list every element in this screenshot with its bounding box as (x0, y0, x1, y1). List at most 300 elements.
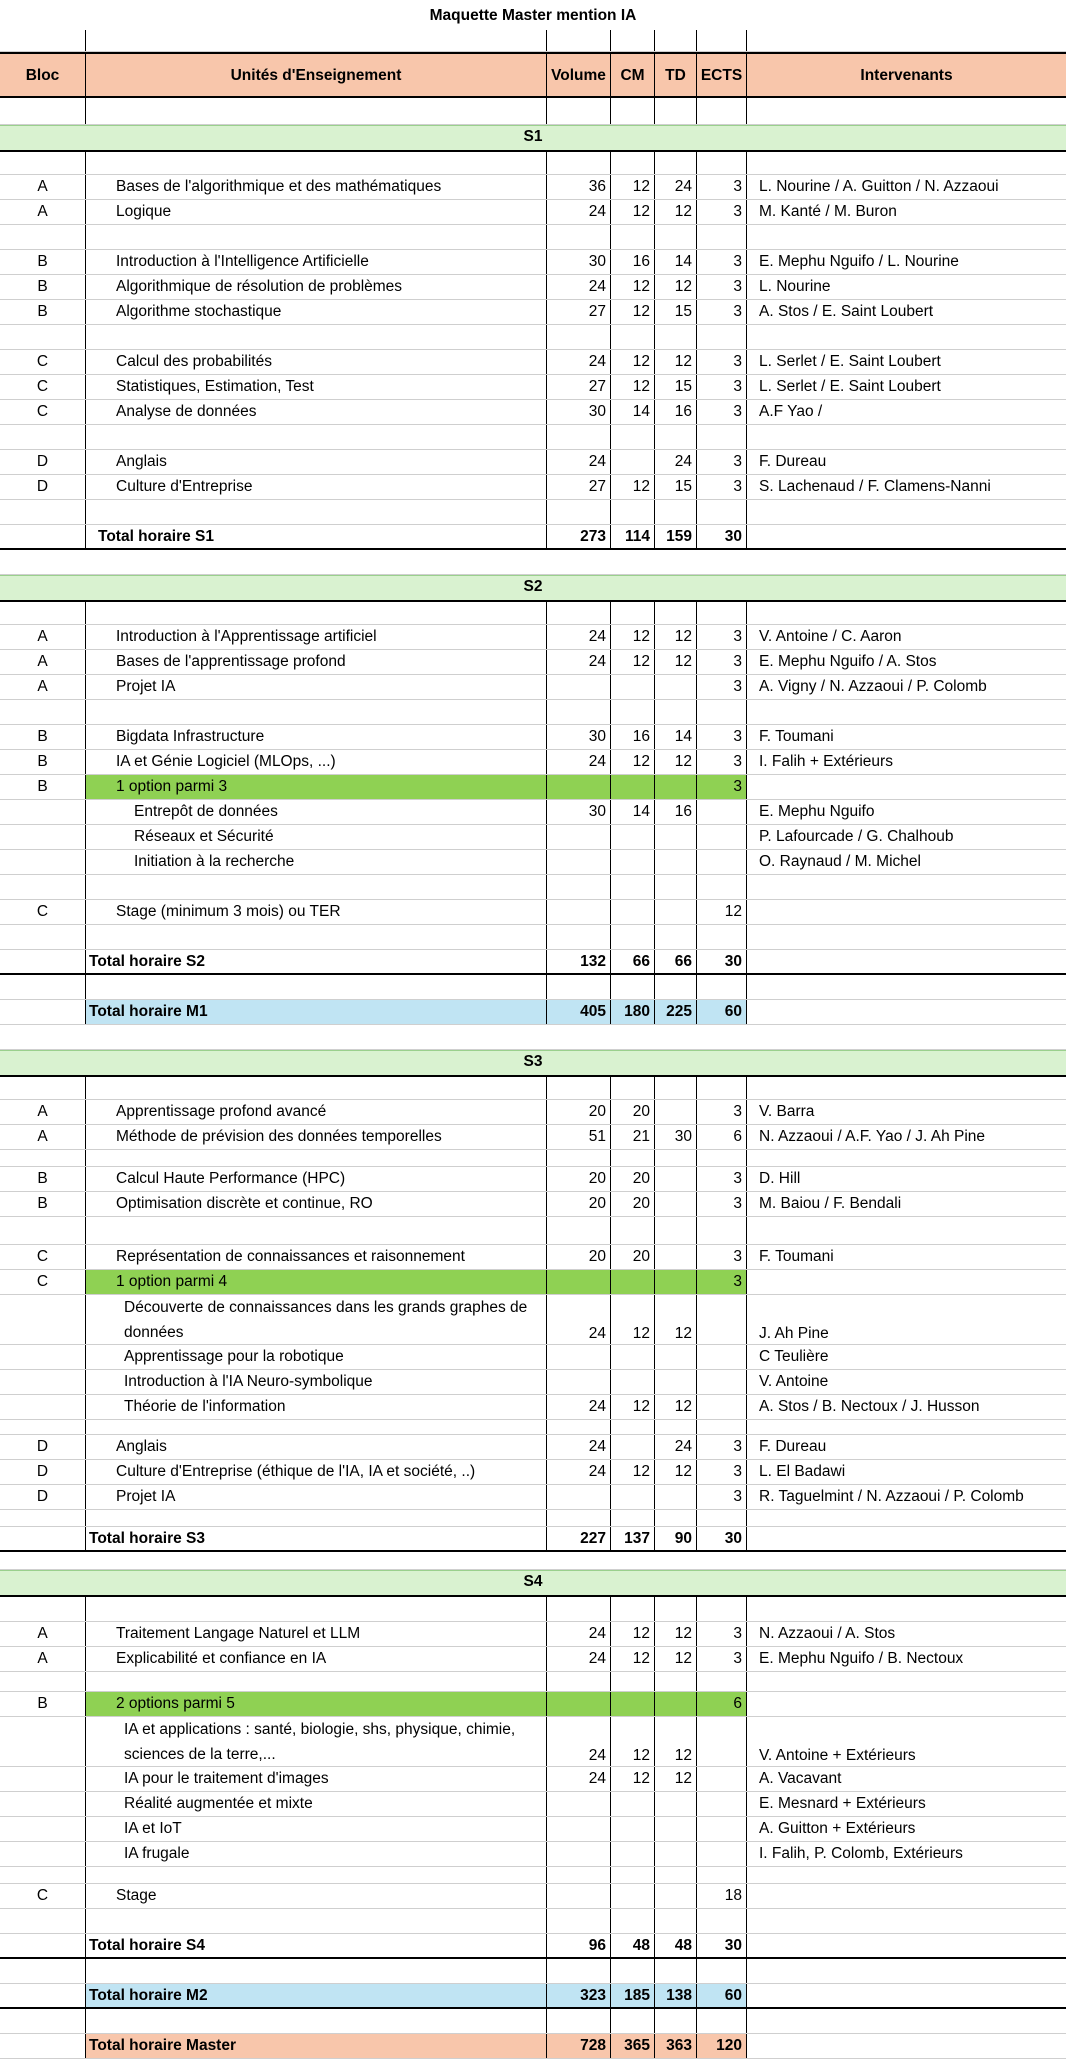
bloc-cell: B (0, 725, 86, 749)
empty-cell (697, 602, 747, 624)
volume-cell: 24 (547, 650, 611, 674)
ue-cell: Calcul Haute Performance (HPC) (86, 1167, 547, 1191)
cm-cell: 12 (611, 475, 655, 499)
intervenants-cell: N. Azzaoui / A. Stos (759, 1625, 896, 1642)
spacer-row (0, 2009, 1066, 2034)
ects-cell (697, 1395, 747, 1419)
empty-cell (747, 152, 1066, 174)
total-bloc-cell (0, 1984, 86, 2007)
volume-cell (547, 1370, 611, 1394)
cm-cell (611, 1692, 655, 1716)
ue-cell: Stage (minimum 3 mois) ou TER (86, 900, 547, 924)
cm-cell (611, 1435, 655, 1459)
ects-cell (697, 1717, 747, 1766)
empty-cell (697, 700, 747, 724)
bloc-cell: C (0, 1884, 86, 1908)
empty-cell (697, 425, 747, 449)
table-row (0, 1167, 1066, 1192)
empty-cell (655, 1959, 697, 1983)
volume-cell: 24 (547, 350, 611, 374)
intervenants-cell: E. Mephu Nguifo / B. Nectoux (759, 1650, 964, 1667)
cm-cell (611, 675, 655, 699)
td-cell: 24 (655, 1435, 697, 1459)
semester-banner (0, 1570, 1066, 1597)
td-cell: 12 (655, 200, 697, 224)
total-td-cell: 138 (655, 1984, 697, 2007)
empty-cell (697, 98, 747, 124)
ects-cell: 3 (697, 250, 747, 274)
total-ue-cell: Total horaire S4 (86, 1934, 547, 1957)
td-cell (655, 1270, 697, 1294)
empty-cell (0, 1672, 86, 1691)
td-cell: 12 (655, 1717, 697, 1766)
empty-cell (547, 1672, 611, 1691)
intervenants-cell: J. Ah Pine (759, 1324, 829, 1342)
ects-cell: 18 (697, 1884, 747, 1908)
td-cell (655, 1192, 697, 1216)
table-row (0, 725, 1066, 750)
empty-cell (697, 1867, 747, 1883)
total-bloc-cell (0, 525, 86, 548)
semester-label: S1 (523, 128, 543, 145)
empty-cell (0, 1150, 86, 1166)
bloc-cell (0, 1295, 86, 1344)
header-cm: CM (611, 54, 655, 96)
empty-cell (747, 30, 1066, 51)
intervenants-cell: N. Azzaoui / A.F. Yao / J. Ah Pine (759, 1128, 986, 1145)
td-cell: 30 (655, 1125, 697, 1149)
empty-cell (0, 1077, 86, 1099)
spacer-row (0, 1077, 1066, 1100)
empty-cell (655, 2009, 697, 2033)
table-row (0, 1884, 1066, 1909)
volume-cell: 30 (547, 400, 611, 424)
ue-cell: Projet IA (86, 675, 547, 699)
table-row (0, 625, 1066, 650)
intervenants-cell (747, 1884, 1066, 1908)
empty-cell (547, 1959, 611, 1983)
empty-cell (0, 425, 86, 449)
table-row (0, 1460, 1066, 1485)
td-cell (655, 1842, 697, 1866)
intervenants-cell: M. Baiou / F. Bendali (759, 1195, 902, 1212)
ue-cell: 2 options parmi 5 (86, 1692, 547, 1716)
volume-cell: 20 (547, 1100, 611, 1124)
total-bloc-cell (0, 1934, 86, 1957)
semester-banner (0, 125, 1066, 152)
empty-cell (747, 1867, 1066, 1883)
td-cell: 15 (655, 300, 697, 324)
total-cm-cell: 66 (611, 950, 655, 973)
empty-cell (611, 30, 655, 51)
empty-cell (611, 1510, 655, 1526)
spacer-row (0, 30, 1066, 52)
intervenants-cell: D. Hill (759, 1170, 801, 1187)
intervenants-cell: V. Antoine / C. Aaron (759, 628, 902, 645)
td-cell: 12 (655, 650, 697, 674)
empty-cell (747, 500, 1066, 524)
total-ue-cell: Total horaire M2 (86, 1984, 547, 2007)
empty-cell (86, 1150, 547, 1166)
bloc-cell: D (0, 1460, 86, 1484)
ects-cell (697, 1345, 747, 1369)
ects-cell: 3 (697, 650, 747, 674)
ects-cell: 3 (697, 300, 747, 324)
empty-cell (747, 1672, 1066, 1691)
table-row (0, 1485, 1066, 1510)
intervenants-cell: L. Serlet / E. Saint Loubert (759, 353, 941, 370)
cm-cell: 12 (611, 300, 655, 324)
intervenants-cell: V. Barra (759, 1103, 815, 1120)
intervenants-cell: V. Antoine + Extérieurs (759, 1746, 916, 1764)
total-td-cell: 225 (655, 1000, 697, 1024)
td-cell: 16 (655, 400, 697, 424)
total-volume-cell: 132 (547, 950, 611, 973)
ects-cell (697, 1792, 747, 1816)
ects-cell: 3 (697, 350, 747, 374)
empty-cell (0, 2009, 86, 2033)
ue-cell: Logique (86, 200, 547, 224)
table-row (0, 1192, 1066, 1217)
td-cell: 24 (655, 175, 697, 199)
bloc-cell: A (0, 625, 86, 649)
td-cell (655, 1692, 697, 1716)
cm-cell: 12 (611, 1395, 655, 1419)
td-cell (655, 1345, 697, 1369)
ue-cell: Culture d'Entreprise (éthique de l'IA, IA et société, ..) (86, 1460, 547, 1484)
volume-cell (547, 1485, 611, 1509)
table-row (0, 200, 1066, 225)
empty-cell (655, 98, 697, 124)
page-title: Maquette Master mention IA (429, 7, 637, 24)
cm-cell (611, 825, 655, 849)
intervenants-cell: S. Lachenaud / F. Clamens-Nanni (759, 478, 991, 495)
table-row (0, 175, 1066, 200)
empty-cell (86, 1672, 547, 1691)
total-td-cell: 159 (655, 525, 697, 548)
empty-cell (655, 875, 697, 899)
ue-cell: Réalité augmentée et mixte (86, 1792, 547, 1816)
spacer-row (0, 1909, 1066, 1934)
ue-cell: Bigdata Infrastructure (86, 725, 547, 749)
ue-cell: Culture d'Entreprise (86, 475, 547, 499)
empty-cell (0, 1510, 86, 1526)
intervenants-cell: E. Mephu Nguifo (759, 803, 875, 820)
ects-cell: 3 (697, 175, 747, 199)
table-row (0, 675, 1066, 700)
ects-cell: 3 (697, 275, 747, 299)
spacer-row (0, 325, 1066, 350)
empty-cell (747, 975, 1066, 999)
empty-cell (547, 1909, 611, 1933)
volume-cell (547, 825, 611, 849)
td-cell (655, 1884, 697, 1908)
table-row (0, 275, 1066, 300)
cm-cell: 12 (611, 1460, 655, 1484)
empty-cell (655, 1510, 697, 1526)
empty-cell (0, 1867, 86, 1883)
bloc-cell: A (0, 200, 86, 224)
ects-cell: 3 (697, 1485, 747, 1509)
empty-cell (747, 1909, 1066, 1933)
ects-cell: 3 (697, 1100, 747, 1124)
empty-cell (0, 1959, 86, 1983)
empty-cell (747, 1420, 1066, 1434)
total-ects-cell: 120 (697, 2034, 747, 2058)
cm-cell: 12 (611, 275, 655, 299)
td-cell (655, 775, 697, 799)
table-row (0, 450, 1066, 475)
ue-cell: Calcul des probabilités (86, 350, 547, 374)
ue-cell: IA frugale (86, 1842, 547, 1866)
empty-cell (611, 1672, 655, 1691)
total-td-cell: 48 (655, 1934, 697, 1957)
table-row (0, 250, 1066, 275)
total-cm-cell: 185 (611, 1984, 655, 2007)
empty-cell (86, 700, 547, 724)
ects-cell: 3 (697, 475, 747, 499)
cm-cell: 12 (611, 200, 655, 224)
cm-cell: 20 (611, 1167, 655, 1191)
empty-cell (611, 98, 655, 124)
table-row (0, 800, 1066, 825)
intervenants-cell (747, 1270, 1066, 1294)
cm-cell (611, 900, 655, 924)
empty-cell (0, 1909, 86, 1933)
empty-cell (655, 225, 697, 249)
spacer-row (0, 225, 1066, 250)
empty-cell (547, 325, 611, 349)
empty-cell (547, 925, 611, 949)
td-cell: 12 (655, 1460, 697, 1484)
table-row (0, 1395, 1066, 1420)
empty-cell (86, 1867, 547, 1883)
empty-cell (547, 1077, 611, 1099)
total-volume-cell: 227 (547, 1527, 611, 1550)
volume-cell (547, 1817, 611, 1841)
spacer-row (0, 925, 1066, 950)
ue-cell: Bases de l'apprentissage profond (86, 650, 547, 674)
volume-cell: 27 (547, 475, 611, 499)
empty-cell (611, 500, 655, 524)
empty-cell (697, 1150, 747, 1166)
total-row (0, 1984, 1066, 2009)
total-volume-cell: 323 (547, 1984, 611, 2007)
empty-cell (697, 875, 747, 899)
volume-cell: 24 (547, 1717, 611, 1766)
total-td-cell: 66 (655, 950, 697, 973)
cm-cell: 20 (611, 1245, 655, 1269)
td-cell: 15 (655, 375, 697, 399)
total-intervenants-cell (747, 1527, 1066, 1550)
td-cell: 16 (655, 800, 697, 824)
table-row (0, 1842, 1066, 1867)
empty-cell (547, 1420, 611, 1434)
table-row (0, 850, 1066, 875)
volume-cell (547, 1270, 611, 1294)
empty-cell (747, 1077, 1066, 1099)
ects-cell: 3 (697, 775, 747, 799)
td-cell (655, 1817, 697, 1841)
empty-cell (611, 1959, 655, 1983)
bloc-cell (0, 1717, 86, 1766)
volume-cell (547, 675, 611, 699)
empty-cell (747, 1217, 1066, 1244)
intervenants-cell (747, 1692, 1066, 1716)
ue-cell: Anglais (86, 450, 547, 474)
ue-cell: Introduction à l'IA Neuro-symbolique (86, 1370, 547, 1394)
empty-cell (611, 1150, 655, 1166)
spacer-row (0, 1959, 1066, 1984)
empty-cell (747, 2009, 1066, 2033)
ects-cell: 3 (697, 750, 747, 774)
bloc-cell (0, 825, 86, 849)
intervenants-cell: F. Toumani (759, 728, 834, 745)
ects-cell: 6 (697, 1692, 747, 1716)
empty-cell (611, 2009, 655, 2033)
cm-cell: 21 (611, 1125, 655, 1149)
volume-cell (547, 1842, 611, 1866)
spacer-row (0, 1867, 1066, 1884)
total-cm-cell: 365 (611, 2034, 655, 2058)
empty-cell (747, 1150, 1066, 1166)
td-cell: 12 (655, 1767, 697, 1791)
cm-cell: 20 (611, 1192, 655, 1216)
ue-cell: Projet IA (86, 1485, 547, 1509)
total-row (0, 1000, 1066, 1025)
empty-cell (655, 500, 697, 524)
bloc-cell: B (0, 750, 86, 774)
volume-cell: 24 (547, 1767, 611, 1791)
table-row (0, 475, 1066, 500)
cm-cell: 12 (611, 350, 655, 374)
volume-cell: 51 (547, 1125, 611, 1149)
ects-cell: 3 (697, 1622, 747, 1646)
spacer-row (0, 152, 1066, 175)
bloc-cell (0, 1817, 86, 1841)
volume-cell (547, 850, 611, 874)
empty-cell (86, 2009, 547, 2033)
intervenants-cell: E. Mephu Nguifo / A. Stos (759, 653, 937, 670)
table-row (0, 1295, 1066, 1345)
empty-cell (747, 98, 1066, 124)
volume-cell: 30 (547, 800, 611, 824)
empty-cell (547, 425, 611, 449)
bloc-cell: C (0, 350, 86, 374)
td-cell (655, 850, 697, 874)
cm-cell: 14 (611, 400, 655, 424)
ects-cell: 3 (697, 725, 747, 749)
cm-cell: 20 (611, 1100, 655, 1124)
bloc-cell (0, 1842, 86, 1866)
ue-cell: Apprentissage profond avancé (86, 1100, 547, 1124)
bloc-cell: B (0, 1192, 86, 1216)
ue-cell: Entrepôt de données (86, 800, 547, 824)
cm-cell (611, 1485, 655, 1509)
intervenants-cell: F. Dureau (759, 1438, 827, 1455)
volume-cell (547, 1884, 611, 1908)
empty-cell (0, 325, 86, 349)
total-row (0, 950, 1066, 975)
empty-cell (0, 1217, 86, 1244)
ects-cell: 3 (697, 450, 747, 474)
cm-cell (611, 1817, 655, 1841)
volume-cell (547, 1345, 611, 1369)
volume-cell: 36 (547, 175, 611, 199)
bloc-cell (0, 850, 86, 874)
ue-cell: Traitement Langage Naturel et LLM (86, 1622, 547, 1646)
table-row (0, 1345, 1066, 1370)
table-row (0, 1435, 1066, 1460)
td-cell (655, 1370, 697, 1394)
intervenants-cell: R. Taguelmint / N. Azzaoui / P. Colomb (759, 1488, 1024, 1505)
empty-cell (547, 2009, 611, 2033)
ects-cell (697, 1842, 747, 1866)
volume-cell: 24 (547, 1435, 611, 1459)
ue-cell: Bases de l'algorithmique et des mathématiques (86, 175, 547, 199)
ue-cell: Apprentissage pour la robotique (86, 1345, 547, 1369)
empty-cell (655, 1077, 697, 1099)
empty-cell (747, 925, 1066, 949)
total-row (0, 525, 1066, 550)
empty-cell (86, 1510, 547, 1526)
empty-cell (611, 925, 655, 949)
cm-cell: 12 (611, 750, 655, 774)
cm-cell: 14 (611, 800, 655, 824)
empty-cell (655, 1150, 697, 1166)
sheet-title-row (0, 0, 1066, 30)
td-cell: 12 (655, 1295, 697, 1344)
empty-cell (547, 152, 611, 174)
column-header-row (0, 52, 1066, 98)
bloc-cell (0, 1395, 86, 1419)
empty-cell (697, 975, 747, 999)
empty-cell (697, 1672, 747, 1691)
empty-cell (547, 1597, 611, 1621)
spacer-row (0, 500, 1066, 525)
semester-label: S2 (523, 578, 543, 595)
empty-cell (0, 98, 86, 124)
ue-cell: Algorithmique de résolution de problèmes (86, 275, 547, 299)
cm-cell: 12 (611, 1717, 655, 1766)
cm-cell (611, 775, 655, 799)
cm-cell: 12 (611, 1622, 655, 1646)
empty-cell (611, 152, 655, 174)
total-volume-cell: 728 (547, 2034, 611, 2058)
total-bloc-cell (0, 2034, 86, 2058)
table-row (0, 1370, 1066, 1395)
td-cell (655, 825, 697, 849)
total-intervenants-cell (747, 1000, 1066, 1024)
td-cell: 12 (655, 275, 697, 299)
empty-cell (697, 325, 747, 349)
intervenants-cell: P. Lafourcade / G. Chalhoub (759, 828, 954, 845)
empty-cell (0, 1597, 86, 1621)
total-ue-cell: Total horaire S2 (86, 950, 547, 973)
spacer-row (0, 875, 1066, 900)
empty-cell (697, 1909, 747, 1933)
empty-cell (547, 1867, 611, 1883)
bloc-cell (0, 1767, 86, 1791)
intervenants-cell: V. Antoine (759, 1373, 829, 1390)
bloc-cell: A (0, 1125, 86, 1149)
empty-cell (0, 225, 86, 249)
volume-cell: 24 (547, 450, 611, 474)
total-volume-cell: 96 (547, 1934, 611, 1957)
total-ects-cell: 30 (697, 1934, 747, 1957)
total-intervenants-cell (747, 2034, 1066, 2058)
cm-cell: 12 (611, 375, 655, 399)
